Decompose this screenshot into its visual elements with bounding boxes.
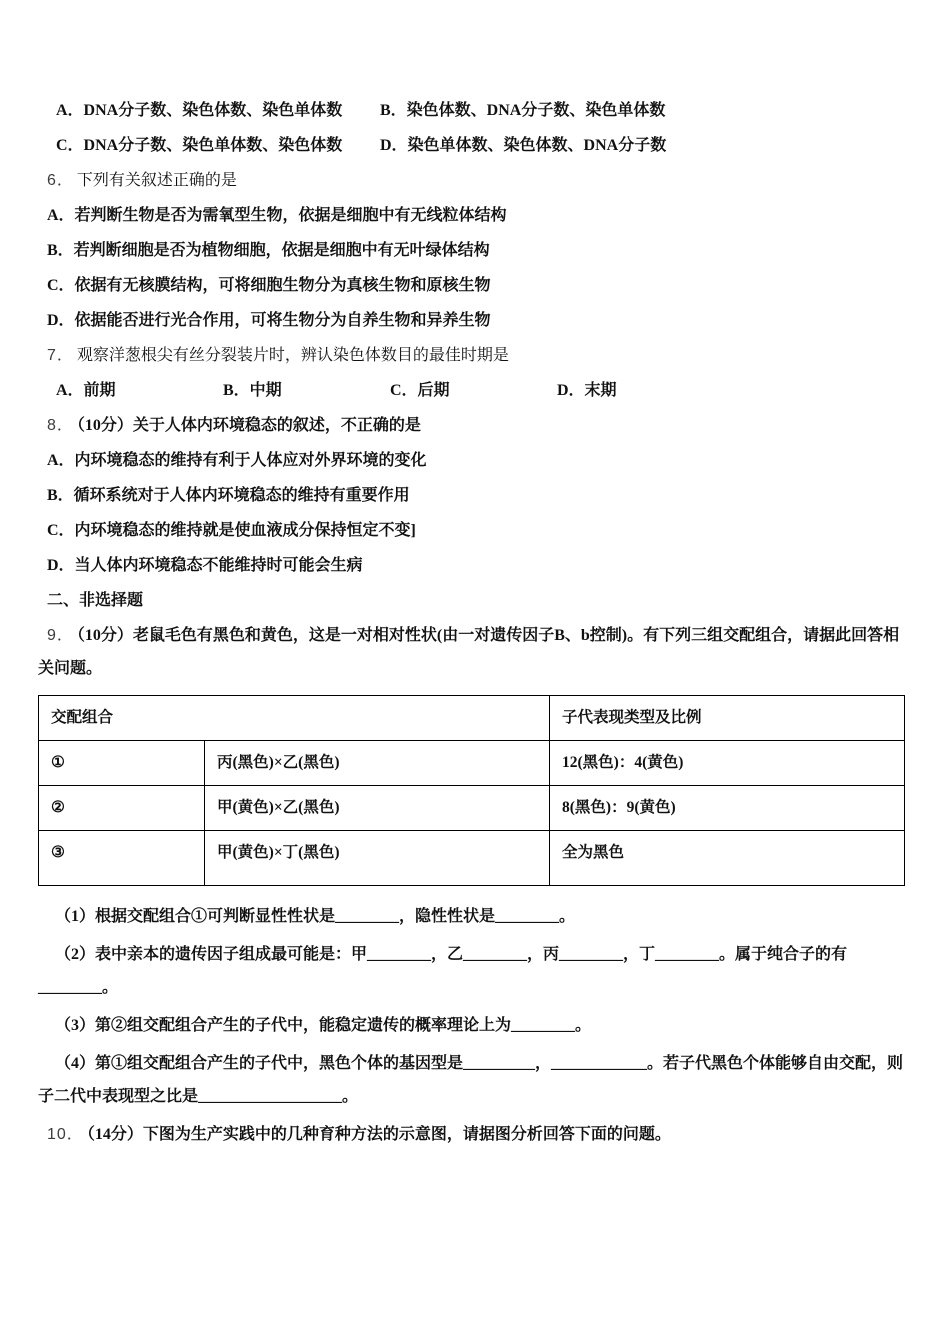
question-7-number: 7． (47, 347, 74, 364)
table-row-2-cross: 甲(黄色)×乙(黑色) (205, 786, 550, 831)
question-9-sub-3: （3）第②组交配组合产生的子代中，能稳定遗传的概率理论上为________。 (55, 1017, 592, 1034)
question-6-option-a: A．若判断生物是否为需氧型生物，依据是细胞中有无线粒体结构 (47, 207, 507, 224)
q5-options-row-ab (38, 94, 910, 127)
question-9-number: 9． (47, 627, 74, 644)
section-2-heading: 二、非选择题 (47, 592, 144, 609)
question-6-option-b: B．若判断细胞是否为植物细胞，依据是细胞中有无叶绿体结构 (47, 242, 490, 259)
question-7-option-b: B．中期 (223, 382, 282, 399)
q5-options-row-cd (38, 129, 910, 162)
question-10-stem (38, 1118, 910, 1151)
question-7-option-a: A．前期 (56, 382, 116, 399)
table-header-cross-combination: 交配组合 (39, 696, 550, 741)
question-7-text: 观察洋葱根尖有丝分裂装片时，辨认染色体数目的最佳时期是 (76, 347, 509, 364)
table-row-2-ratio: 8(黑色)：9(黄色) (550, 786, 905, 831)
question-6-number: 6． (47, 172, 74, 189)
question-8-option-b: B．循环系统对于人体内环境稳态的维持有重要作用 (47, 487, 410, 504)
table-row-1-ratio: 12(黑色)：4(黄色) (550, 741, 905, 786)
table-row-3 (39, 831, 905, 886)
table-header-offspring-ratio: 子代表现类型及比例 (550, 696, 905, 741)
question-7-option-c: C．后期 (390, 382, 450, 399)
question-8-option-d: D．当人体内环境稳态不能维持时可能会生病 (47, 557, 363, 574)
table-row-3-ratio: 全为黑色 (550, 831, 905, 886)
question-10-text: （14分）下图为生产实践中的几种育种方法的示意图，请据图分析回答下面的问题。 (86, 1126, 671, 1143)
table-row-1 (39, 741, 905, 786)
question-8-option-a: A．内环境稳态的维持有利于人体应对外界环境的变化 (47, 452, 427, 469)
table-row-3-cross: 甲(黄色)×丁(黑色) (205, 831, 550, 886)
table-row-1-cross: 丙(黑色)×乙(黑色) (205, 741, 550, 786)
q5-option-d: D．染色单体数、染色体数、DNA分子数 (380, 137, 667, 154)
question-9-stem (38, 619, 910, 685)
question-9-sub-1: （1）根据交配组合①可判断显性性状是________，隐性性状是________。 (55, 908, 576, 925)
question-6-option-c: C．依据有无核膜结构，可将细胞生物分为真核生物和原核生物 (47, 277, 491, 294)
question-7-option-d: D．末期 (557, 382, 617, 399)
question-8-text: （10分）关于人体内环境稳态的叙述，不正确的是 (76, 417, 421, 434)
question-9-text: （10分）老鼠毛色有黑色和黄色，这是一对相对性状(由一对遗传因子B、b控制)。有下列三组交配组合，请据此回答相关问题。 (38, 627, 900, 677)
q5-option-c: C．DNA分子数、染色单体数、染色体数 (56, 137, 343, 154)
question-7-options (38, 374, 910, 407)
question-9-sub-2: （2）表中亲本的遗传因子组成最可能是：甲________，乙________，丙________，丁________。属于纯合子的有________。 (38, 946, 848, 996)
table-row-1-number: ① (39, 741, 205, 786)
question-6-stem (38, 164, 910, 197)
q5-option-a: A．DNA分子数、染色体数、染色单体数 (56, 102, 343, 119)
question-10-number: 10． (47, 1126, 84, 1143)
cross-combination-table (38, 695, 905, 886)
table-row-3-number: ③ (39, 831, 205, 886)
table-row-2-number: ② (39, 786, 205, 831)
question-6-text: 下列有关叙述正确的是 (76, 172, 237, 189)
question-8-number: 8． (47, 417, 74, 434)
question-8-stem (38, 409, 910, 442)
q5-option-b: B．染色体数、DNA分子数、染色单体数 (380, 102, 666, 119)
question-6-option-d: D．依据能否进行光合作用，可将生物分为自养生物和异养生物 (47, 312, 491, 329)
question-8-option-c: C．内环境稳态的维持就是使血液成分保持恒定不变] (47, 522, 416, 539)
question-9-sub-4: （4）第①组交配组合产生的子代中，黑色个体的基因型是_________，____________。若子代黑色个体能够自由交配，则子二代中表现型之比是__________________。 (38, 1055, 904, 1105)
question-7-stem (38, 339, 910, 372)
table-header-row (39, 696, 905, 741)
table-row-2 (39, 786, 905, 831)
